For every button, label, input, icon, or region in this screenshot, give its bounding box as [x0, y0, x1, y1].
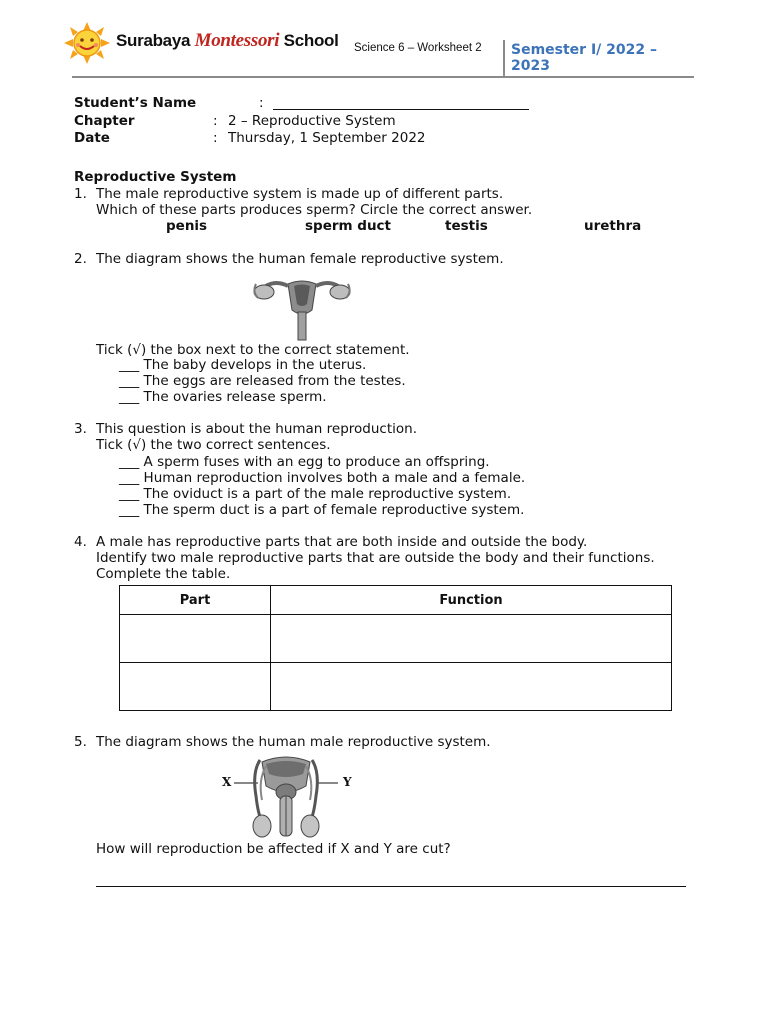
q2-number: 2.	[74, 251, 87, 267]
school-logo	[62, 22, 112, 64]
school-name-part1: Surabaya	[116, 31, 191, 50]
q1-option-sperm-duct[interactable]: sperm duct	[305, 218, 392, 234]
q1-number: 1.	[74, 186, 87, 202]
chapter-value: 2 – Reproductive System	[228, 113, 396, 129]
q2-statement-3[interactable]: ___ The ovaries release sperm.	[119, 389, 327, 405]
q3-statement-1[interactable]: ___ A sperm fuses with an egg to produce an offspring.	[119, 454, 490, 470]
q1-option-urethra[interactable]: urethra	[584, 218, 642, 234]
date-colon: :	[213, 130, 218, 146]
chapter-colon: :	[213, 113, 218, 129]
q2-text: The diagram shows the human female reproductive system.	[96, 251, 504, 267]
label-y: Y	[343, 775, 352, 789]
name-label: Student’s Name	[74, 95, 197, 111]
male-reproductive-diagram	[232, 752, 340, 840]
q2-statement-2[interactable]: ___ The eggs are released from the testes.	[119, 373, 406, 389]
q5-answer-line[interactable]	[96, 886, 686, 887]
q2-instruction: Tick (√) the box next to the correct statement.	[96, 342, 410, 358]
q4-answer-table	[119, 585, 672, 711]
school-name-part2: Montessori	[194, 30, 280, 51]
q1-line1: The male reproductive system is made up of different parts.	[96, 186, 504, 202]
school-name-part3: School	[283, 31, 339, 50]
q4-line2: Identify two male reproductive parts that are outside the body and their functions.	[96, 550, 655, 566]
q5-text: The diagram shows the human male reproductive system.	[96, 734, 491, 750]
q1-option-penis[interactable]: penis	[166, 218, 208, 234]
date-label: Date	[74, 130, 110, 146]
q2-statement-1[interactable]: ___ The baby develops in the uterus.	[119, 357, 367, 373]
chapter-label: Chapter	[74, 113, 135, 129]
part-cell-1[interactable]	[120, 615, 271, 663]
q3-statement-4[interactable]: ___ The sperm duct is a part of female reproductive system.	[119, 502, 525, 518]
worksheet-label: Science 6 – Worksheet 2	[354, 42, 482, 54]
q5-number: 5.	[74, 734, 87, 750]
q3-text: This question is about the human reproduction.	[96, 421, 417, 437]
table-row	[120, 615, 672, 663]
q3-number: 3.	[74, 421, 87, 437]
q1-option-testis[interactable]: testis	[445, 218, 488, 234]
female-reproductive-diagram	[246, 270, 358, 342]
section-title: Reproductive System	[74, 169, 237, 185]
q5-question: How will reproduction be affected if X and Y are cut?	[96, 841, 451, 857]
q3-instruction: Tick (√) the two correct sentences.	[96, 437, 331, 453]
name-colon: :	[259, 95, 264, 111]
q3-statement-2[interactable]: ___ Human reproduction involves both a male and a female.	[119, 470, 526, 486]
part-cell-2[interactable]	[120, 663, 271, 711]
col-part-header: Part	[120, 586, 271, 615]
school-name	[116, 30, 339, 52]
header-rule	[72, 76, 694, 78]
label-x: X	[222, 775, 232, 789]
header-divider	[503, 40, 505, 78]
function-cell-1[interactable]	[271, 615, 672, 663]
name-field-line[interactable]	[273, 109, 529, 110]
q4-line1: A male has reproductive parts that are both inside and outside the body.	[96, 534, 588, 550]
date-value: Thursday, 1 September 2022	[228, 130, 426, 146]
table-row	[120, 663, 672, 711]
col-function-header: Function	[271, 586, 672, 615]
q1-line2: Which of these parts produces sperm? Circle the correct answer.	[96, 202, 533, 218]
q4-number: 4.	[74, 534, 87, 550]
table-header-row	[120, 586, 672, 615]
function-cell-2[interactable]	[271, 663, 672, 711]
q4-line3: Complete the table.	[96, 566, 231, 582]
q3-statement-3[interactable]: ___ The oviduct is a part of the male reproductive system.	[119, 486, 512, 502]
semester-label: Semester I/ 2022 – 2023	[511, 42, 657, 74]
